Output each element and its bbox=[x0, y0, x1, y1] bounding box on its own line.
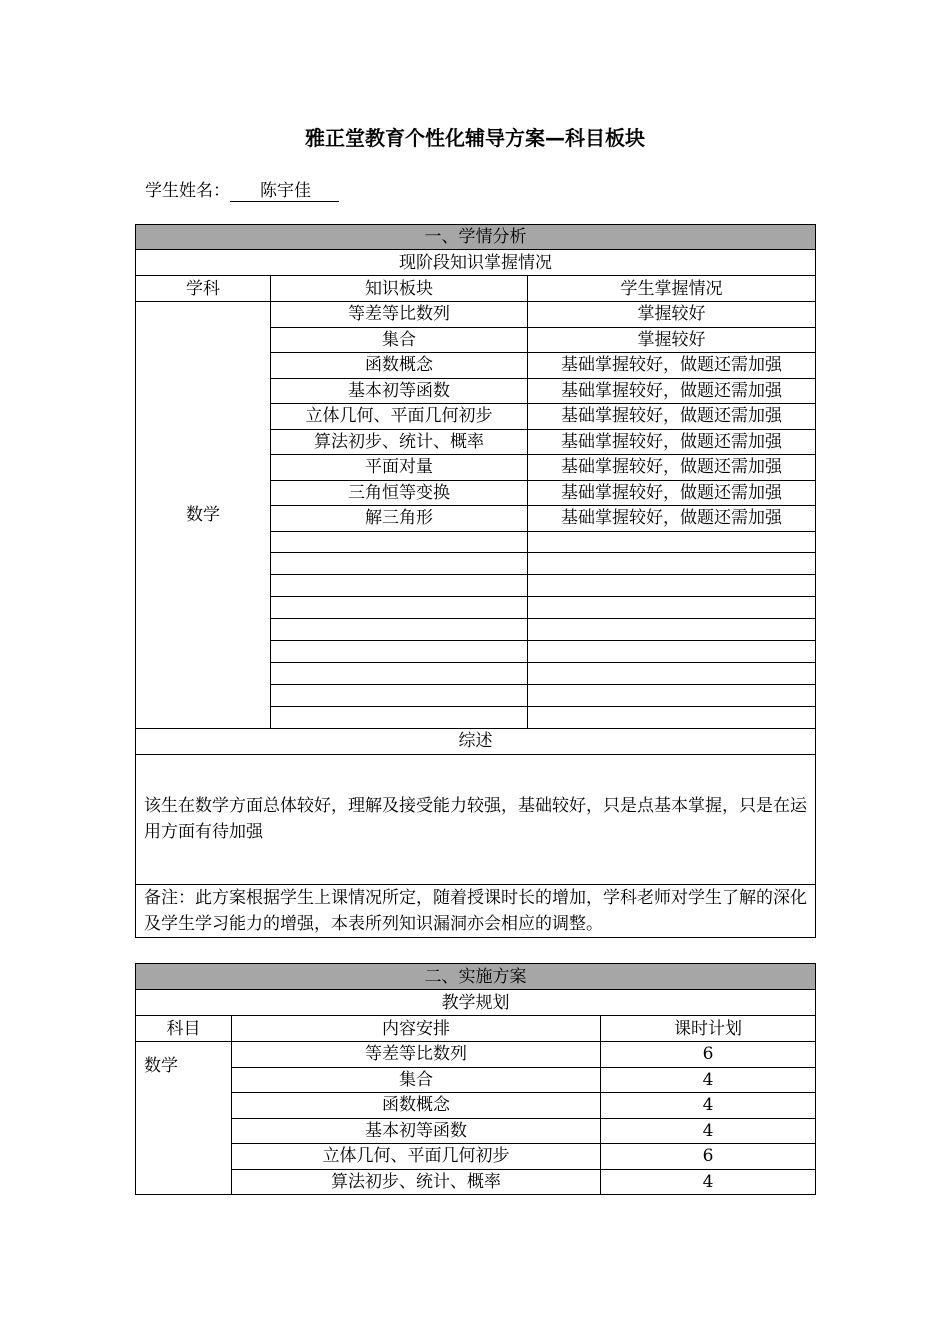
empty-cell bbox=[528, 706, 816, 728]
mastery-cell: 基础掌握较好，做题还需加强 bbox=[528, 506, 816, 532]
mastery-cell: 基础掌握较好，做题还需加强 bbox=[528, 480, 816, 506]
content-cell: 基本初等函数 bbox=[232, 1118, 601, 1144]
topic-cell: 函数概念 bbox=[271, 353, 528, 379]
content-cell: 等差等比数列 bbox=[232, 1042, 601, 1068]
empty-cell bbox=[528, 597, 816, 619]
student-name-value: 陈宇佳 bbox=[230, 181, 339, 202]
empty-cell bbox=[271, 684, 528, 706]
empty-cell bbox=[528, 531, 816, 553]
summary-text: 该生在数学方面总体较好，理解及接受能力较强，基础较好，只是点基本掌握，只是在运用方面有待加强 bbox=[136, 754, 816, 884]
mastery-cell: 掌握较好 bbox=[528, 302, 816, 328]
empty-cell bbox=[528, 662, 816, 684]
empty-cell bbox=[528, 684, 816, 706]
column-header-mastery: 学生掌握情况 bbox=[528, 276, 816, 302]
section2-header: 二、实施方案 bbox=[136, 964, 816, 990]
subject-cell: 数学 bbox=[136, 1042, 232, 1195]
student-name-label: 学生姓名： bbox=[145, 181, 230, 201]
remark-note: 备注：此方案根据学生上课情况所定，随着授课时长的增加，学科老师对学生了解的深化及学生学习能力的增强，本表所列知识漏洞亦会相应的调整。 bbox=[136, 884, 816, 937]
table-row bbox=[136, 302, 816, 328]
topic-cell: 等差等比数列 bbox=[271, 302, 528, 328]
empty-cell bbox=[271, 597, 528, 619]
empty-cell bbox=[271, 640, 528, 662]
table-row bbox=[136, 1118, 816, 1144]
topic-cell: 解三角形 bbox=[271, 506, 528, 532]
column-header-hours: 课时计划 bbox=[601, 1016, 816, 1042]
empty-cell bbox=[528, 553, 816, 575]
section1-subheader: 现阶段知识掌握情况 bbox=[136, 250, 816, 276]
table-row bbox=[136, 1144, 816, 1170]
implementation-plan-table bbox=[135, 963, 816, 1195]
table-row bbox=[136, 1169, 816, 1195]
hours-cell: 6 bbox=[601, 1042, 816, 1068]
empty-cell bbox=[271, 619, 528, 641]
mastery-cell: 基础掌握较好，做题还需加强 bbox=[528, 353, 816, 379]
subject-cell: 数学 bbox=[136, 302, 271, 729]
content-cell: 算法初步、统计、概率 bbox=[232, 1169, 601, 1195]
learning-analysis-table bbox=[135, 224, 816, 938]
hours-cell: 4 bbox=[601, 1118, 816, 1144]
topic-cell: 基本初等函数 bbox=[271, 378, 528, 404]
section2-subheader: 教学规划 bbox=[136, 990, 816, 1016]
mastery-cell: 基础掌握较好，做题还需加强 bbox=[528, 378, 816, 404]
content-cell: 函数概念 bbox=[232, 1093, 601, 1119]
empty-cell bbox=[528, 619, 816, 641]
topic-cell: 算法初步、统计、概率 bbox=[271, 429, 528, 455]
mastery-cell: 基础掌握较好，做题还需加强 bbox=[528, 429, 816, 455]
summary-label: 综述 bbox=[136, 728, 816, 754]
column-header-content: 内容安排 bbox=[232, 1016, 601, 1042]
column-header-subject: 科目 bbox=[136, 1016, 232, 1042]
topic-cell: 三角恒等变换 bbox=[271, 480, 528, 506]
hours-cell: 4 bbox=[601, 1067, 816, 1093]
content-cell: 立体几何、平面几何初步 bbox=[232, 1144, 601, 1170]
empty-cell bbox=[271, 553, 528, 575]
empty-cell bbox=[271, 706, 528, 728]
hours-cell: 4 bbox=[601, 1093, 816, 1119]
mastery-cell: 基础掌握较好，做题还需加强 bbox=[528, 404, 816, 430]
empty-cell bbox=[528, 640, 816, 662]
hours-cell: 6 bbox=[601, 1144, 816, 1170]
document-title: 雅正堂教育个性化辅导方案—科目板块 bbox=[305, 126, 645, 150]
empty-cell bbox=[528, 575, 816, 597]
mastery-cell: 基础掌握较好，做题还需加强 bbox=[528, 455, 816, 481]
content-cell: 集合 bbox=[232, 1067, 601, 1093]
topic-cell: 平面对量 bbox=[271, 455, 528, 481]
topic-cell: 集合 bbox=[271, 327, 528, 353]
section1-header: 一、学情分析 bbox=[136, 225, 816, 250]
hours-cell: 4 bbox=[601, 1169, 816, 1195]
topic-cell: 立体几何、平面几何初步 bbox=[271, 404, 528, 430]
table-row bbox=[136, 1067, 816, 1093]
empty-cell bbox=[271, 575, 528, 597]
mastery-cell: 掌握较好 bbox=[528, 327, 816, 353]
student-name-line bbox=[145, 176, 339, 202]
empty-cell bbox=[271, 531, 528, 553]
column-header-subject: 学科 bbox=[136, 276, 271, 302]
table-row bbox=[136, 1042, 816, 1068]
empty-cell bbox=[271, 662, 528, 684]
table-row bbox=[136, 1093, 816, 1119]
column-header-topic: 知识板块 bbox=[271, 276, 528, 302]
